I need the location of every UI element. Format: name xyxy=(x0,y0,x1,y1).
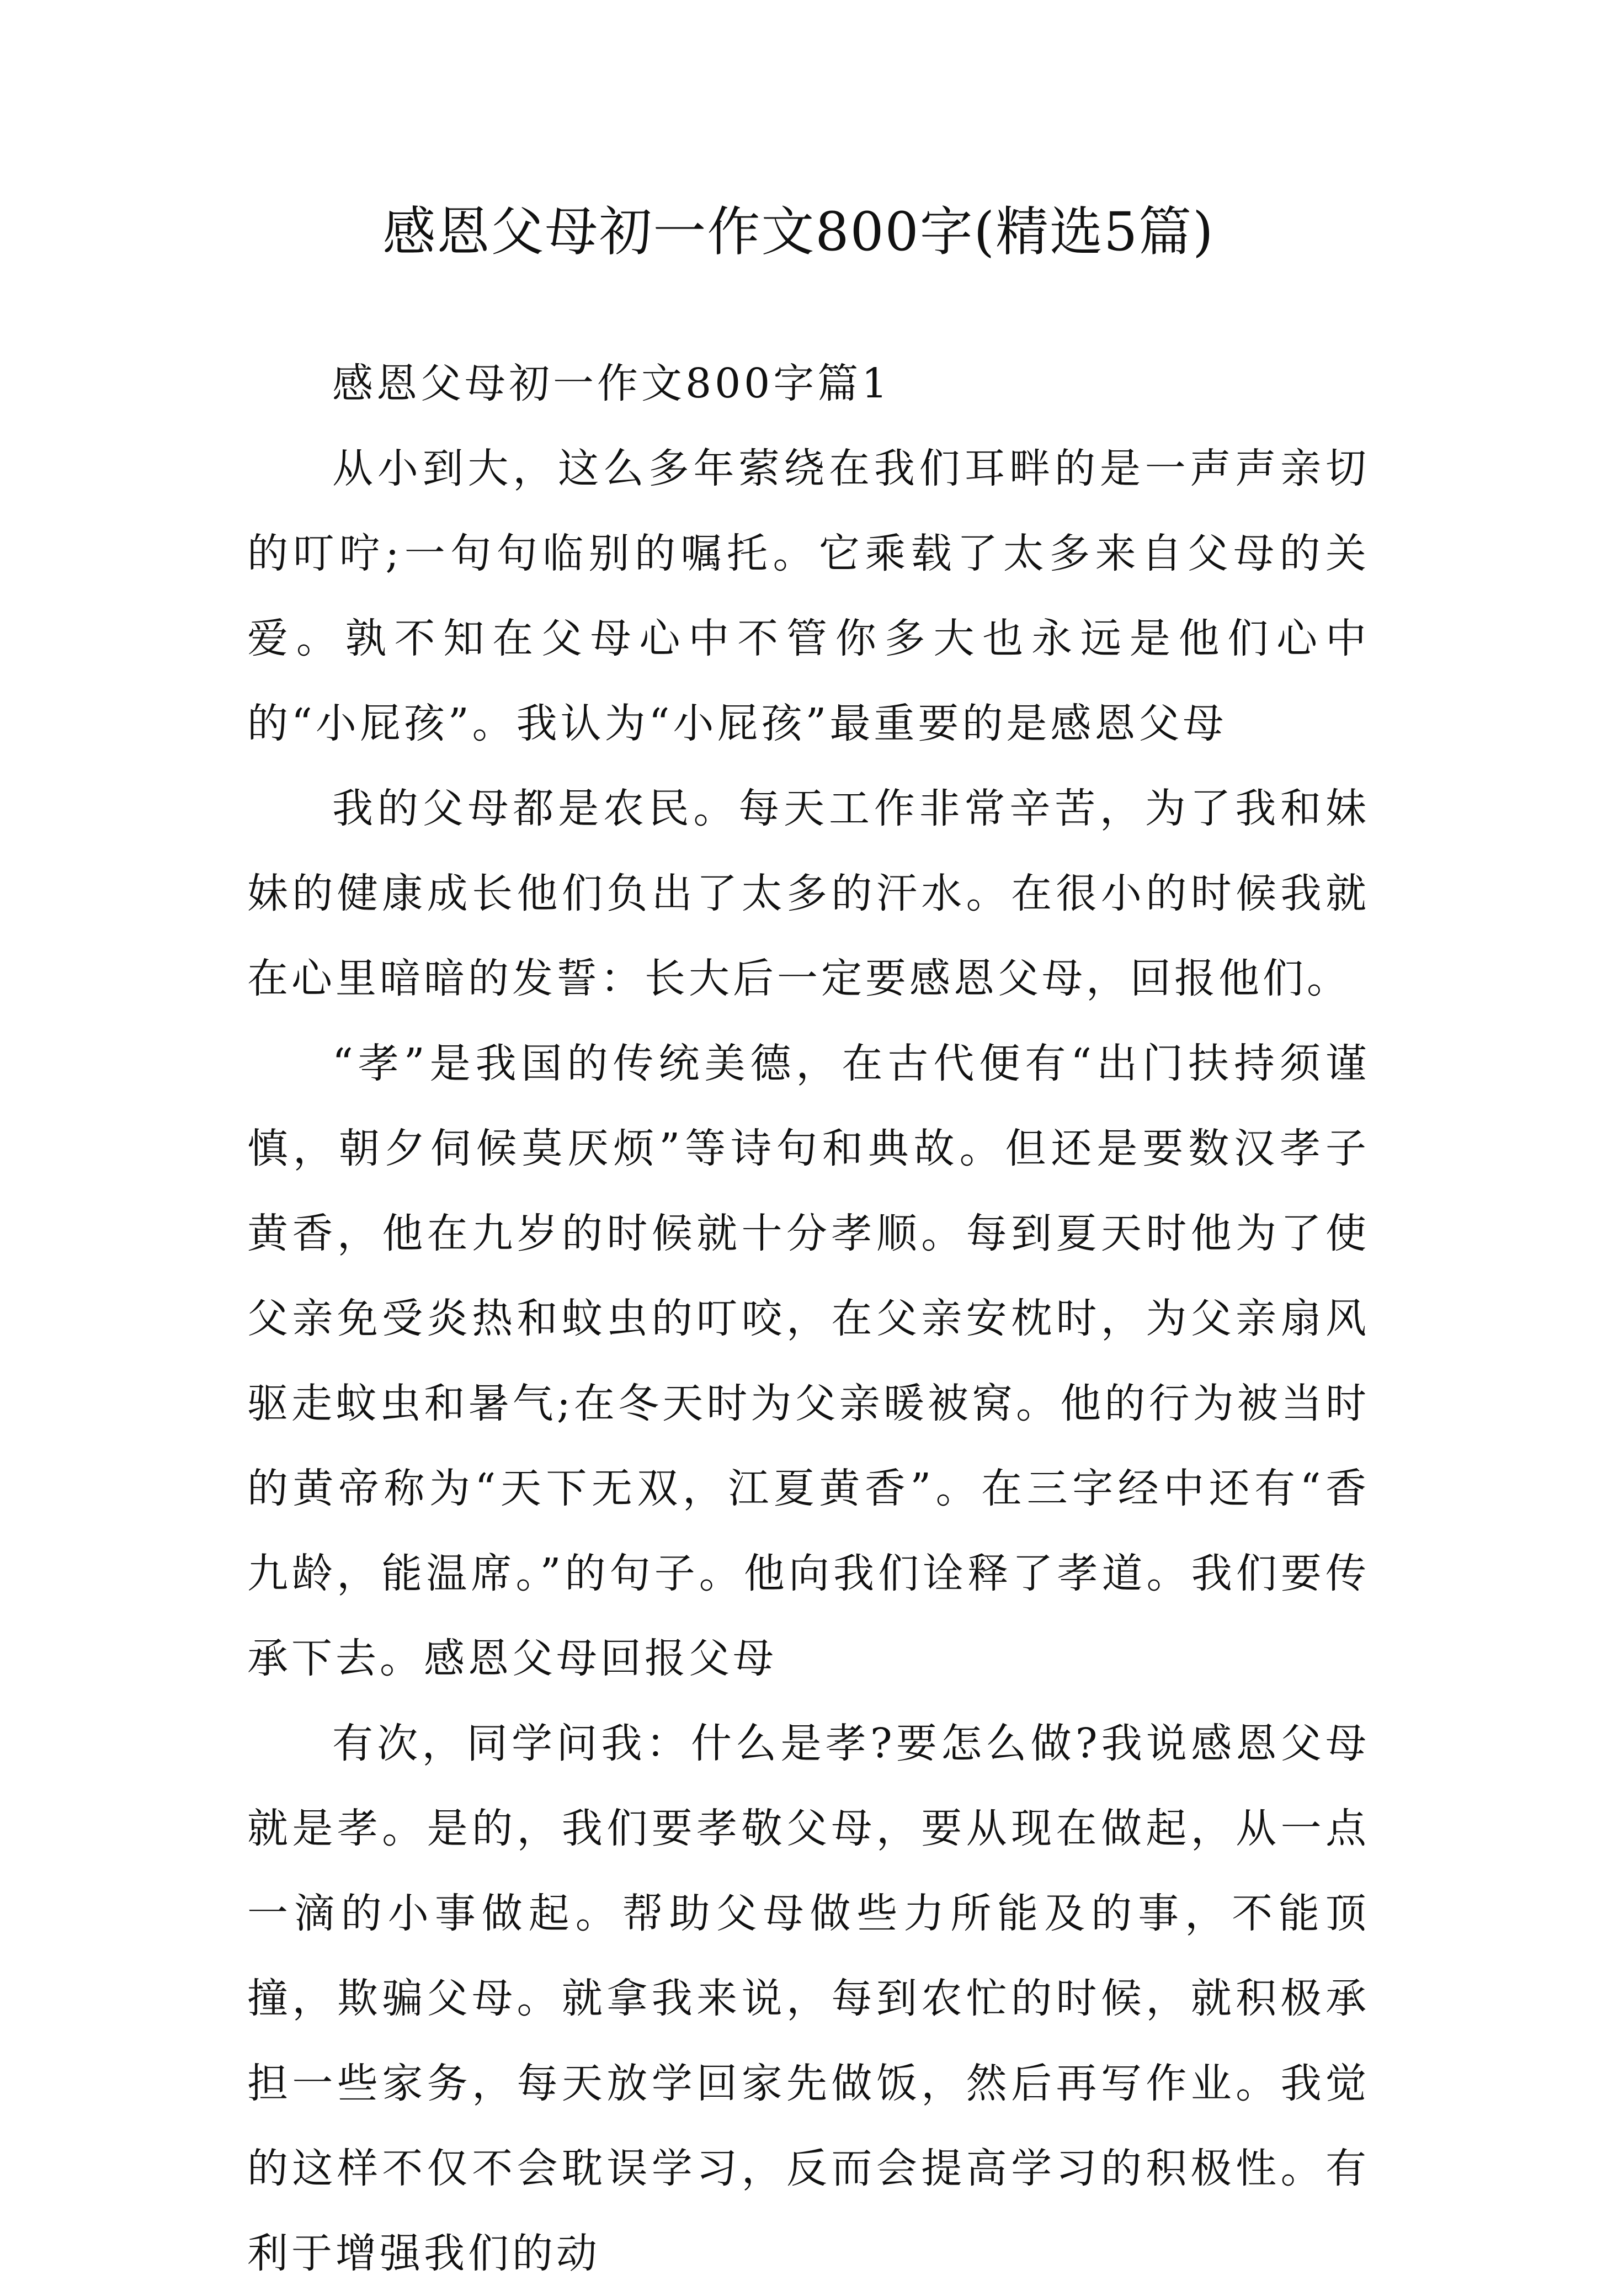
section-heading: 感恩父母初一作文800字篇1 xyxy=(332,360,891,407)
paragraph: 有次，同学问我：什么是孝?要怎么做?我说感恩父母就是孝。是的，我们要孝敬父母，要从现在做起，从一点一滴的小事做起。帮助父母做些力所能及的事，不能顶撞，欺骗父母。就拿我来说，每到农忙的时候，就积极承担一些家务，每天放学回家先做饭，然后再写作业。我觉的这样不仅不会耽误学习，反而会提高学习的积极性。有利于增强我们的动 xyxy=(247,1720,1370,2277)
document-title: 感恩父母初一作文800字(精选5篇) xyxy=(382,201,1215,263)
paragraph: “孝”是我国的传统美德，在古代便有“出门扶持须谨慎，朝夕伺候莫厌烦”等诗句和典故。但还是要数汉孝子黄香，他在九岁的时候就十分孝顺。每到夏天时他为了使父亲免受炎热和蚊虫的叮咬，在父亲安枕时，为父亲扇风驱走蚊虫和暑气;在冬天时为父亲暖被窝。他的行为被当时的黄帝称为“天下无双，江夏黄香”。在三字经中还有“香九龄，能温席。”的句子。他向我们诠释了孝道。我们要传承下去。感恩父母回报父母 xyxy=(247,1040,1370,1682)
paragraph: 从小到大，这么多年萦绕在我们耳畔的是一声声亲切的叮咛;一句句临别的嘱托。它乘载了太多来自父母的关爱。孰不知在父母心中不管你多大也永远是他们心中的“小屁孩”。我认为“小屁孩”最重要的是感恩父母 xyxy=(247,445,1370,747)
paragraph: 我的父母都是农民。每天工作非常辛苦，为了我和妹妹的健康成长他们负出了太多的汗水。在很小的时候我就在心里暗暗的发誓：长大后一定要感恩父母，回报他们。 xyxy=(247,785,1370,1002)
document-body xyxy=(247,341,1370,2296)
